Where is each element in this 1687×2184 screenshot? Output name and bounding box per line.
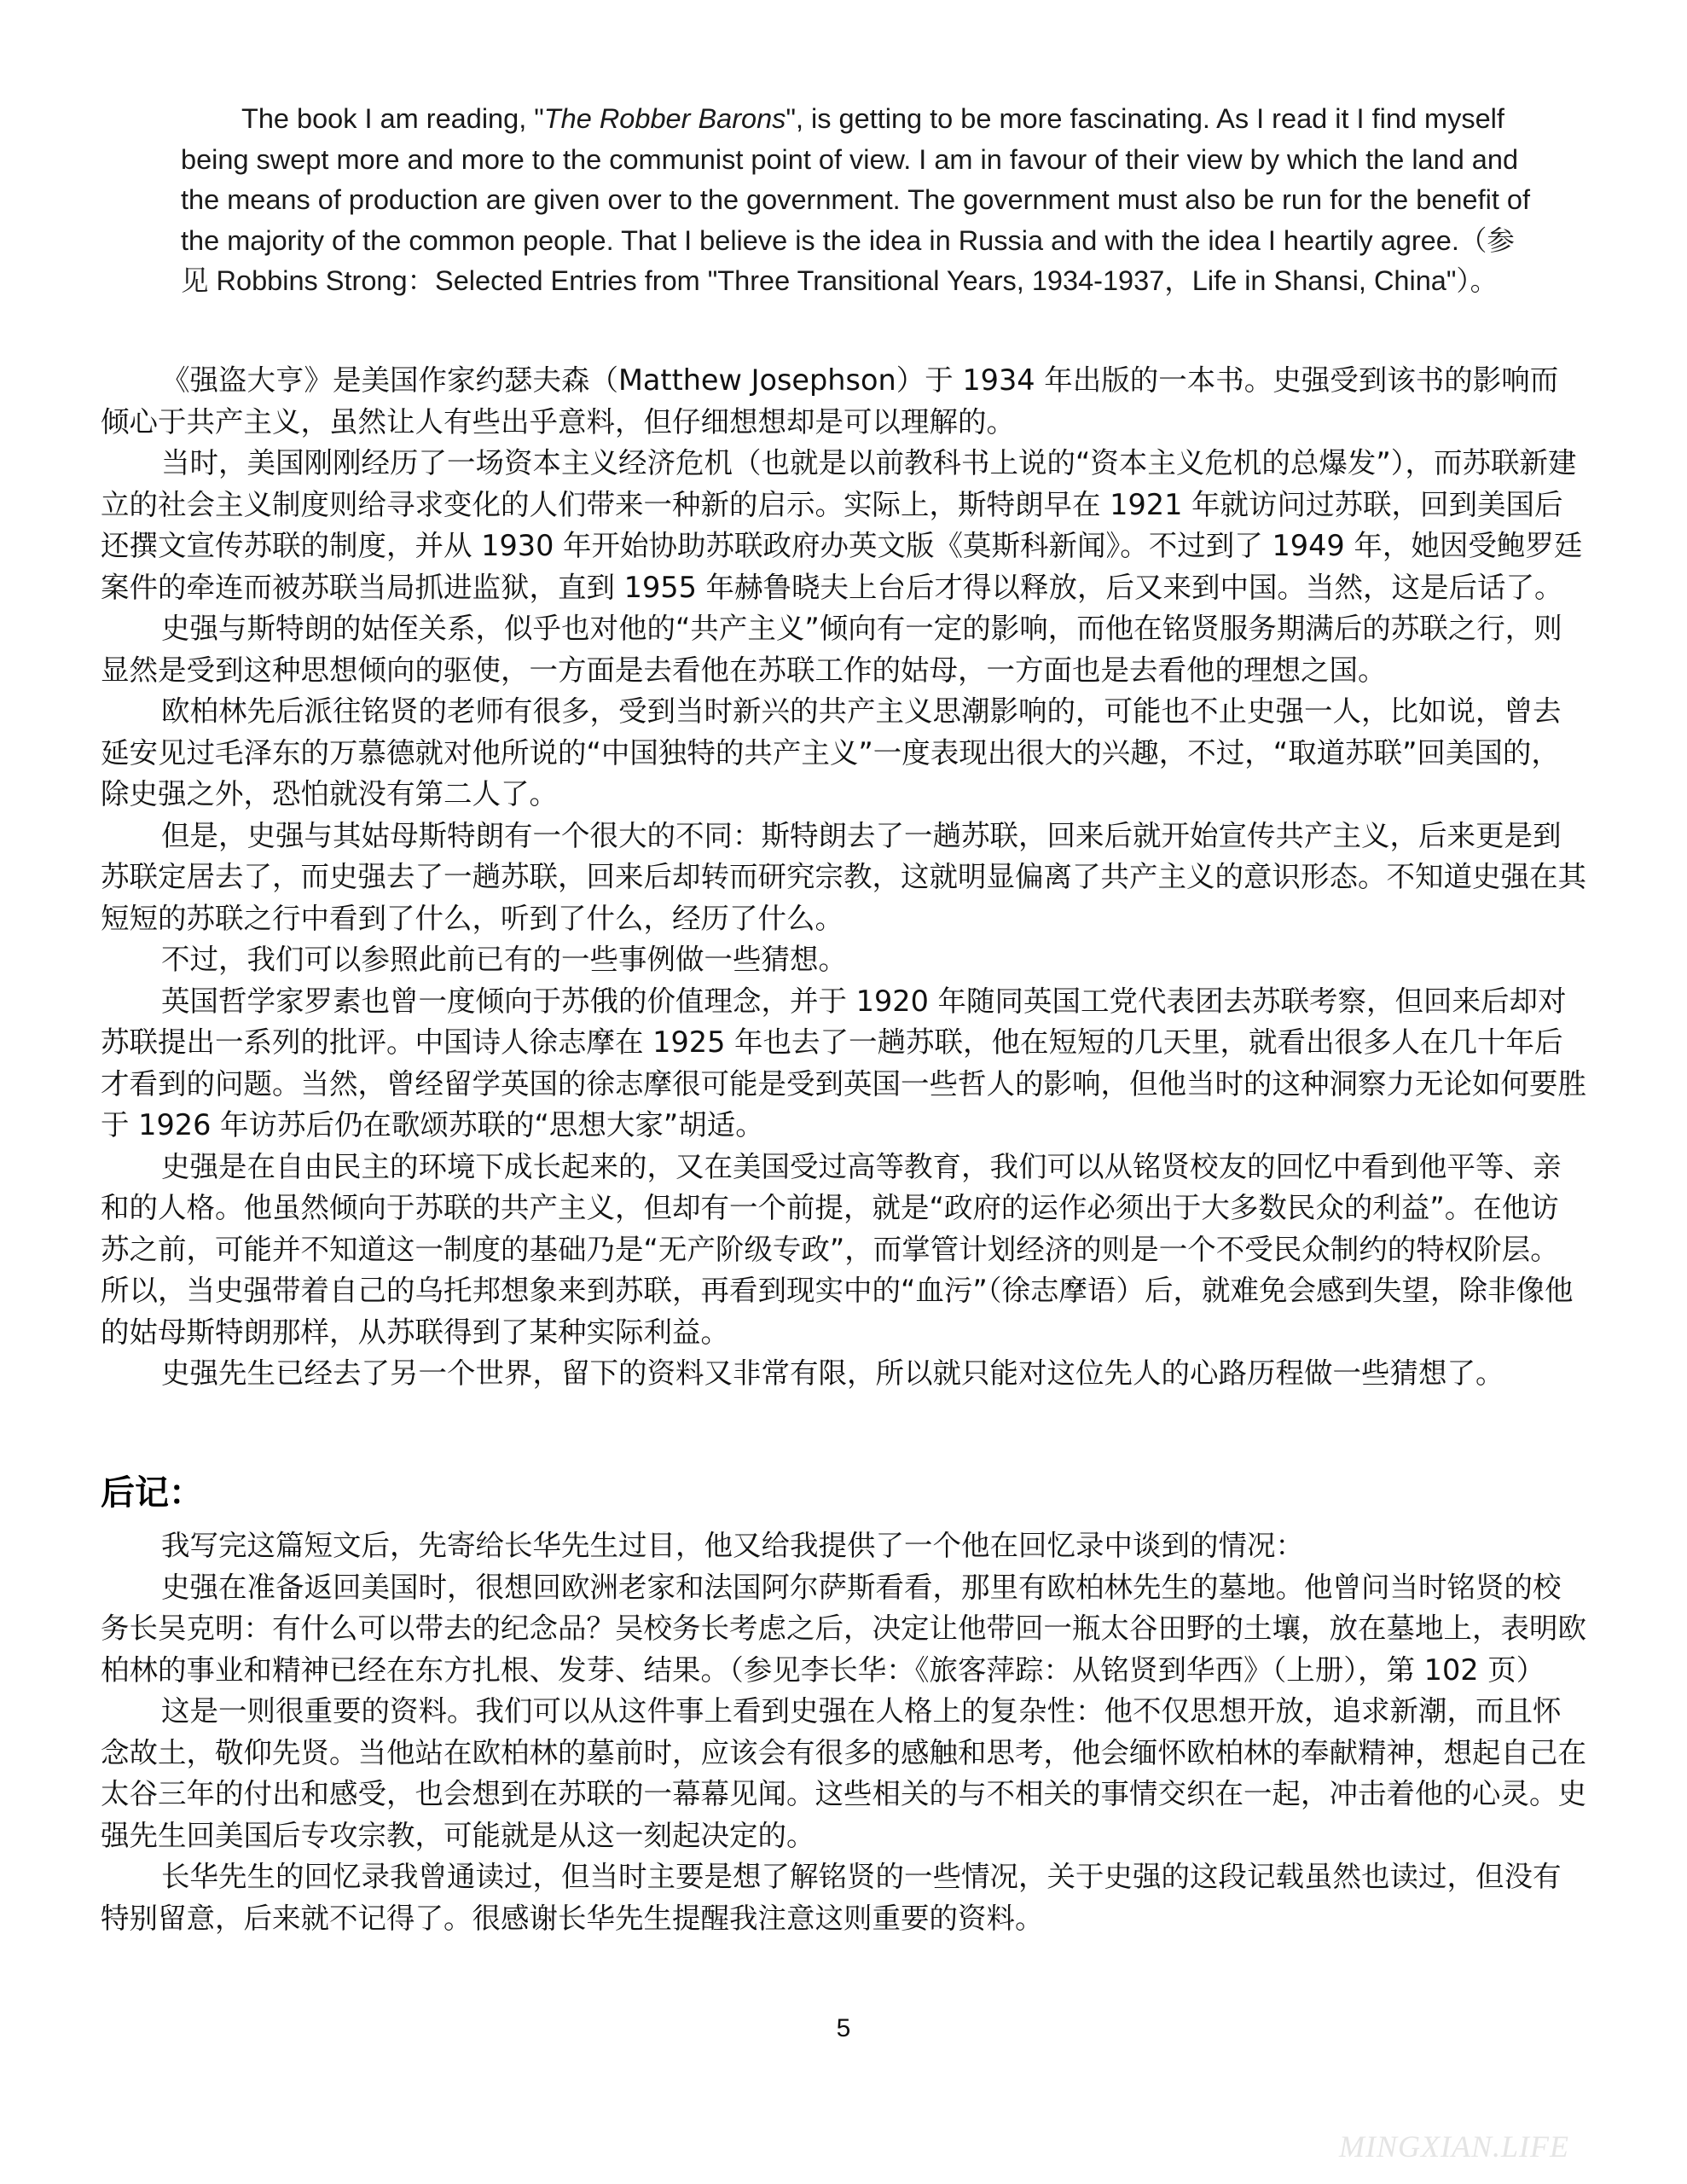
article-body [101,360,1586,1395]
body-paragraph-5: 但是，史强与其姑母斯特朗有一个很大的不同：斯特朗去了一趟苏联，回来后就开始宣传共产主义，后来更是到苏联定居去了，而史强去了一趟苏联，回来后却转而研究宗教，这就明显偏离了共产主义的意识形态。不知道史强在其短短的苏联之行中看到了什么，听到了什么，经历了什么。 [101,818,1586,935]
postscript-paragraph-3: 这是一则很重要的资料。我们可以从这件事上看到史强在人格上的复杂性：他不仅思想开放，追求新潮，而且怀念故土，敬仰先贤。当他站在欧柏林的墓前时，应该会有很多的感触和思考，他会缅怀欧柏林的奉献精神，想起自己在太谷三年的付出和感受，也会想到在苏联的一幕幕见闻。这些相关的与不相关的事情交织在一起，冲击着他的心灵。史强先生回美国后专攻宗教，可能就是从这一刻起决定的。 [101,1694,1586,1852]
book-title: The Robber Barons [543,103,786,134]
body-paragraph-1: 《强盗大亨》是美国作家约瑟夫森（Matthew Josephson）于 1934 年出版的一本书。史强受到该书的影响而倾心于共产主义，虽然让人有些出乎意料，但仔细想想却是可以理解的。 [101,363,1559,439]
body-paragraph-4: 欧柏林先后派往铭贤的老师有很多，受到当时新兴的共产主义思潮影响的，可能也不止史强一人，比如说，曾去延安见过毛泽东的万慕德就对他所说的“中国独特的共产主义”一度表现出很大的兴趣，不过，“取道苏联”回美国的，除史强之外，恐怕就没有第二人了。 [101,694,1562,810]
postscript-body [101,1525,1586,1939]
body-paragraph-2: 当时，美国刚刚经历了一场资本主义经济危机（也就是以前教科书上说的“资本主义危机的总爆发”），而苏联新建立的社会主义制度则给寻求变化的人们带来一种新的启示。实际上，斯特朗早在 1921 年就访问过苏联，回到美国后还撰文宣传苏联的制度，并从 1930 年开始协助苏联政府办英文版《莫斯科新闻》。不过到了 1949 年，她因受鲍罗廷案件的牵连而被苏联当局抓进监狱，直到 1955 年赫鲁晓夫上台后才得以释放，后又来到中国。当然，这是后话了。 [101,446,1583,604]
body-paragraph-9: 史强先生已经去了另一个世界，留下的资料又非常有限，所以就只能对这位先人的心路历程做一些猜想了。 [161,1356,1504,1390]
body-paragraph-8: 史强是在自由民主的环境下成长起来的，又在美国受过高等教育，我们可以从铭贤校友的回忆中看到他平等、亲和的人格。他虽然倾向于苏联的共产主义，但却有一个前提，就是“政府的运作必须出于大多数民众的利益”。在他访苏之前，可能并不知道这一制度的基础乃是“无产阶级专政”，而掌管计划经济的则是一个不受民众制约的特权阶层。所以，当史强带着自己的乌托邦想象来到苏联，再看到现实中的“血污”（徐志摩语）后，就难免会感到失望，除非像他的姑母斯特朗那样，从苏联得到了某种实际利益。 [101,1149,1574,1349]
body-paragraph-7: 英国哲学家罗素也曾一度倾向于苏俄的价值理念，并于 1920 年随同英国工党代表团去苏联考察，但回来后却对苏联提出一系列的批评。中国诗人徐志摩在 1925 年也去了一趟苏联，他在短短的几天里，就看出很多人在几十年后才看到的问题。当然，曾经留学英国的徐志摩很可能是受到英国一些哲人的影响，但他当时的这种洞察力无论如何要胜于 1926 年访苏后仍在歌颂苏联的“思想大家”胡适。 [101,984,1586,1141]
site-watermark: MINGXIAN.LIFE [1339,2129,1569,2164]
quote-text-start: The book I am reading, " [241,103,544,134]
body-paragraph-3: 史强与斯特朗的姑侄关系，似乎也对他的“共产主义”倾向有一定的影响，而他在铭贤服务期满后的苏联之行，则显然是受到这种思想倾向的驱使，一方面是去看他在苏联工作的姑母，一方面也是去看他的理想之国。 [101,612,1562,687]
postscript-paragraph-2: 史强在准备返回美国时，很想回欧洲老家和法国阿尔萨斯看看，那里有欧柏林先生的墓地。他曾问当时铭贤的校务长吴克明：有什么可以带去的纪念品？吴校务长考虑之后，决定让他带回一瓶太谷田野的土壤，放在墓地上，表明欧柏林的事业和精神已经在东方扎根、发芽、结果。（参见李长华：《旅客萍踪：从铭贤到华西》（上册），第 102 页） [101,1570,1586,1687]
page-number: 5 [836,2014,851,2042]
postscript-paragraph-1: 我写完这篇短文后，先寄给长华先生过目，他又给我提供了一个他在回忆录中谈到的情况： [161,1529,1304,1562]
postscript-paragraph-4: 长华先生的回忆录我曾通读过，但当时主要是想了解铭贤的一些情况，关于史强的这段记载虽然也读过，但没有特别留意，后来就不记得了。很感谢长华先生提醒我注意这则重要的资料。 [101,1860,1562,1935]
postscript-heading: 后记： [101,1473,203,1513]
quote-paragraph [181,99,1537,302]
body-paragraph-6: 不过，我们可以参照此前已有的一些事例做一些猜想。 [161,943,847,976]
english-quote-block [181,99,1537,302]
quote-text-rest: ", is getting to be more fascinating. As I read it I find myself being swept more and more to the communist point of view. I am in favour of their view by which the land and the means of production are given over to the government. The government must also be run for the benefit of the majority of the common people. That I believe is the idea in Russia and with the idea I heartily agree.（参见 Robbins Strong：Selected Entries from "Three Transitional Years, 1934-1937，Life in Shansi, China"）。 [181,103,1530,296]
